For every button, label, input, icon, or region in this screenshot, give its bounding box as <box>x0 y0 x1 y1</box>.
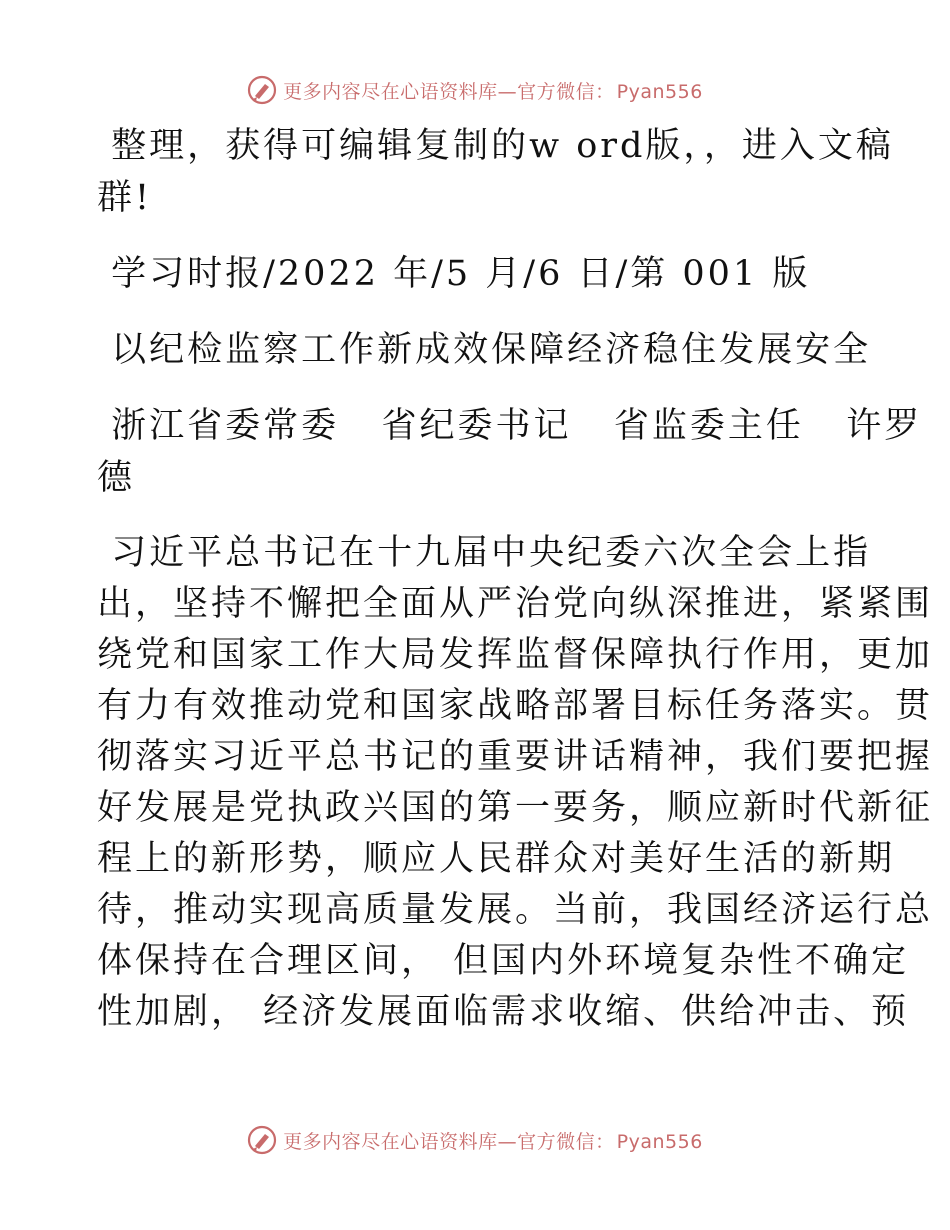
author-paragraph <box>97 400 923 504</box>
intro-line-2: 群! <box>97 178 153 218</box>
article-title: 以纪检监察工作新成效保障经济稳住发展安全 <box>97 330 872 370</box>
pen-nib-logo-icon <box>247 75 277 105</box>
body-line: 出，坚持不懈把全面从严治党向纵深推进，紧紧围 <box>97 584 934 624</box>
watermark-id: Pyan556 <box>616 1130 703 1153</box>
author-line-2: 德 <box>97 458 136 498</box>
body-line: 待，推动实现高质量发展。当前，我国经济运行总 <box>97 890 934 930</box>
body-line: 程上的新形势，顺应人民群众对美好生活的新期 <box>97 839 896 879</box>
source-line: 学习时报/2022 年/5 月/6 日/第 001 版 <box>97 254 811 294</box>
intro-paragraph <box>97 120 894 224</box>
body-line: 彻落实习近平总书记的重要讲话精神，我们要把握 <box>97 737 934 777</box>
watermark-id: Pyan556 <box>616 80 703 103</box>
body-line: 体保持在合理区间， 但国内外环境复杂性不确定 <box>97 941 910 981</box>
watermark-text <box>283 1127 703 1154</box>
pen-nib-logo-icon <box>247 1125 277 1155</box>
watermark-label: 更多内容尽在心语资料库—官方微信： <box>283 1130 615 1153</box>
body-line: 好发展是党执政兴国的第一要务，顺应新时代新征 <box>97 788 934 828</box>
watermark-text <box>283 77 703 104</box>
author-line-1: 浙江省委常委 省纪委书记 省监委主任 许罗 <box>97 406 923 446</box>
watermark-footer <box>0 1120 950 1160</box>
document-body <box>97 120 934 1038</box>
watermark-label: 更多内容尽在心语资料库—官方微信： <box>283 80 615 103</box>
body-line: 习近平总书记在十九届中央纪委六次全会上指 <box>97 533 872 573</box>
body-line: 绕党和国家工作大局发挥监督保障执行作用，更加 <box>97 635 934 675</box>
body-line: 性加剧， 经济发展面临需求收缩、供给冲击、预 <box>97 992 910 1032</box>
body-paragraph <box>97 528 934 1038</box>
body-line: 有力有效推动党和国家战略部署目标任务落实。贯 <box>97 686 934 726</box>
watermark-header <box>0 70 950 110</box>
intro-line-1: 整理，获得可编辑复制的w ord版，，进入文稿 <box>97 126 894 166</box>
